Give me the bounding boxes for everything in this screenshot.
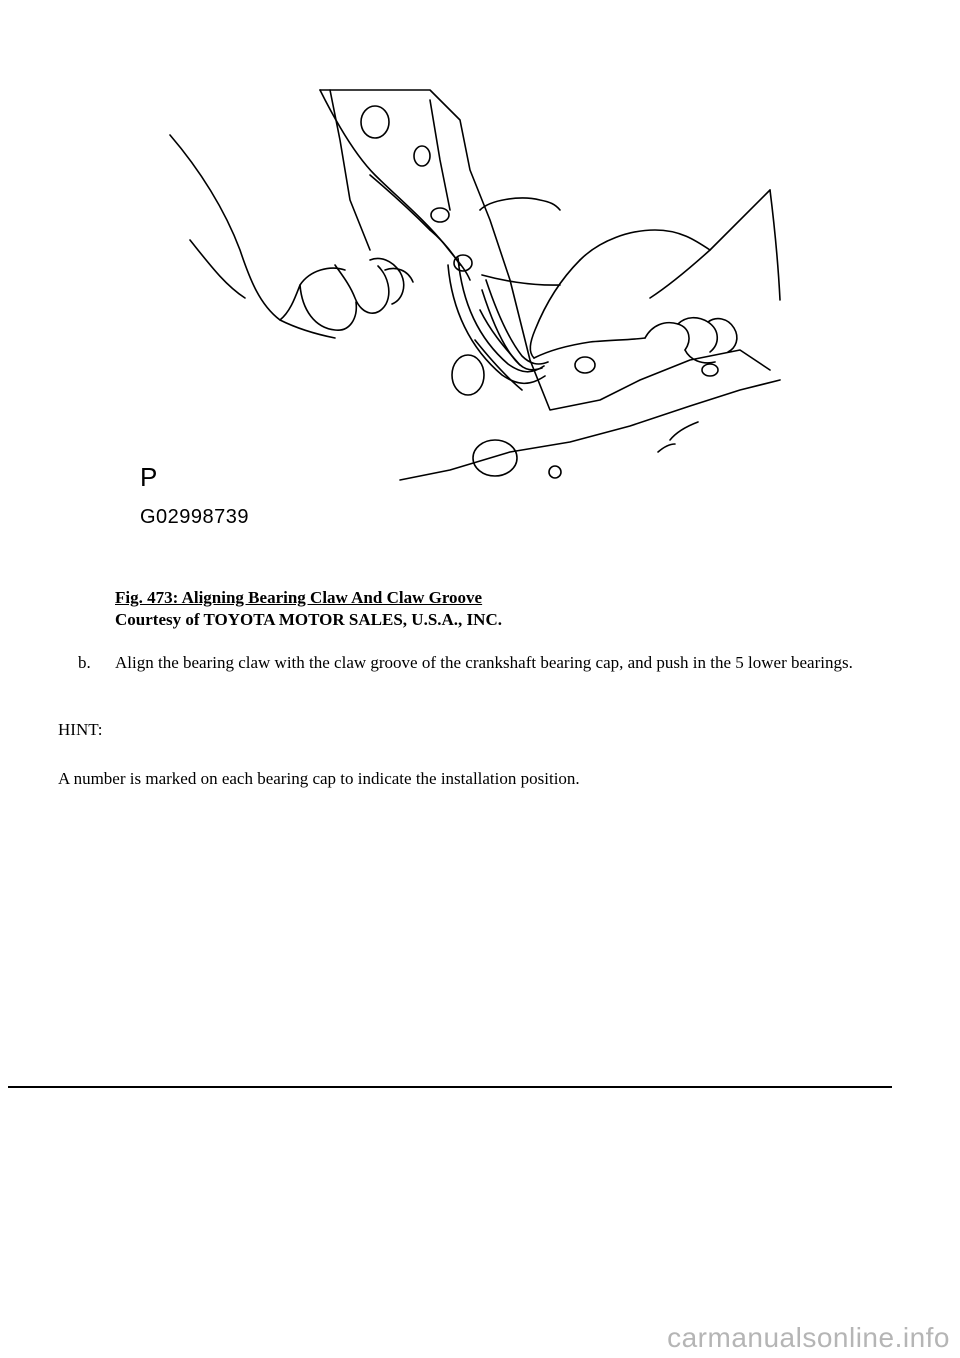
figure-courtesy: Courtesy of TOYOTA MOTOR SALES, U.S.A., INC. [115,610,502,629]
step-marker: b. [78,653,91,672]
page-divider [8,1086,892,1088]
figure-title-link[interactable]: Fig. 473: Aligning Bearing Claw And Claw Groove [115,588,483,607]
hint-label: HINT: [58,720,103,739]
watermark-logo: carmanualsonline.info [667,1322,950,1353]
hint-text: A number is marked on each bearing cap to indicate the installation position. [58,769,580,788]
figure-label-p: P [140,462,158,492]
bearing-installation-illustration [130,80,790,540]
procedure-step-b [78,651,898,674]
figure-caption [115,587,502,631]
step-text: Align the bearing claw with the claw groove of the crankshaft bearing cap, and push in the 5 lower bearings. [115,653,853,672]
figure-code: G02998739 [140,506,250,528]
